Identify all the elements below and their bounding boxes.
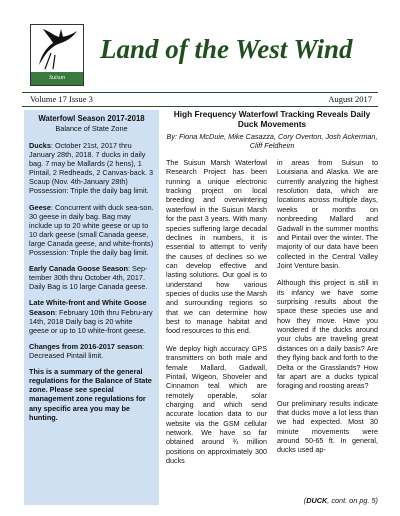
heron-icon bbox=[31, 25, 83, 72]
sidebar-title: Waterfowl Season 2017-2018 bbox=[38, 114, 145, 123]
article-header bbox=[166, 110, 378, 150]
article-title: High Frequency Waterfowl Tracking Reveals Daily Duck Movements bbox=[173, 109, 371, 129]
sidebar-late-whitefront: Late White-front and White Goose Season: February 10th thru Febru-ary 14th, 2018 Daily bag is 20 white geese or up to 10 white-front geese. bbox=[29, 298, 153, 335]
article-paragraph: The Suisun Marsh Waterfowl Research Project has been running a unique electronic tracking project on local breeding and overwintering waterfowl in the Suisun Marsh for the past 3 years. With many species suffering large decadal declines in numbers, it is essential to attempt to verify the causes of declines so we can develop effective and lasting solutions. Our goal is to understand how various species of ducks use the Marsh and surrounding regions so that we can determine how best to manage habitat and food resources to this end. bbox=[166, 158, 267, 336]
article-paragraph: Our preliminary results indicate that ducks move a lot less than we had expected. Most 30 minute movements were around 50-65 ft. In general, ducks used ap- bbox=[277, 398, 378, 455]
article-paragraph: in areas from Suisun to Louisiana and Alaska. We are currently analyzing the highest resolution data, which are locations across multiple days, weeks or months on nonbreeding Mallard and Gadwall in the summer months and Pintail over the winter. The majority of our data have been collected in the Central Valley Joint Venture basin. bbox=[277, 158, 378, 270]
article-byline: By: Fiona McDuie, Mike Casazza, Cory Overton, Josh Ackerman, Cliff Feldheim bbox=[166, 131, 378, 151]
continuation-note: (DUCK, cont. on pg. 5) bbox=[303, 496, 378, 505]
volume-issue: Volume 17 Issue 3 bbox=[30, 94, 93, 104]
masthead bbox=[22, 18, 392, 90]
issue-date: August 2017 bbox=[328, 94, 372, 104]
article-paragraph: We deploy high accuracy GPS transmitters on both male and female Mallard, Gadwall, Pintail, Wigeon, Shoveler and Cinnamon teal which are remotely operable, solar charging and which send accurate location data to our website via the GSM cellular network. We have so far obtained around ¾ million positions on approximately 300 ducks bbox=[166, 343, 267, 466]
sidebar-early-canada: Early Canada Goose Season: Sep-tember 30th thru October 4th, 2017. Daily Bag is 10 large Canada geese. bbox=[29, 264, 148, 292]
newsletter-title: Land of the West Wind bbox=[100, 34, 353, 64]
season-sidebar bbox=[24, 110, 159, 505]
sidebar-ducks: Ducks: October 21st, 2017 thru January 28th, 2018. 7 ducks in daily bag. 7 may be Mallards (2 hens), 1 Pintail, 2 Redheads, 2 Canvas-back. 3 Scaup (Nov. 4th-January 28th) Possession: Triple the daily bag limit. bbox=[29, 140, 154, 196]
sidebar-geese: Geese: Concurrent with duck sea-son. 30 geese in daily bag. Bag may include up to 20 white geese or up to 10 dark geese (small Canada geese, large Canada geese, and white-fronts) Possession: Triple the daily bag limit. bbox=[29, 202, 154, 258]
sidebar-note: This is a summary of the general regulations for the Balance of State zone. Please see special management zone regulations for any specific area you may be hunting. bbox=[29, 367, 152, 422]
sidebar-changes: Changes from 2016-2017 season: Decreased Pintail limit. bbox=[29, 341, 145, 361]
sidebar-subtitle: Balance of State Zone bbox=[55, 123, 128, 133]
bottom-rule bbox=[22, 106, 378, 107]
article-column-2 bbox=[277, 158, 378, 463]
heron-logo bbox=[30, 24, 84, 86]
article-paragraph: Although this project is still in its infancy we have some surprising results about the space these species use and how they move. Have you wondered if the ducks around your clubs are traveling great distances on a daily basis? Are they flying back and forth to the Delta or the Grasslands? How far apart are a ducks typical foraging and roosting areas? bbox=[277, 278, 378, 391]
logo-label: Suisun bbox=[31, 72, 83, 85]
top-rule bbox=[22, 92, 378, 93]
article-column-1 bbox=[166, 158, 267, 474]
